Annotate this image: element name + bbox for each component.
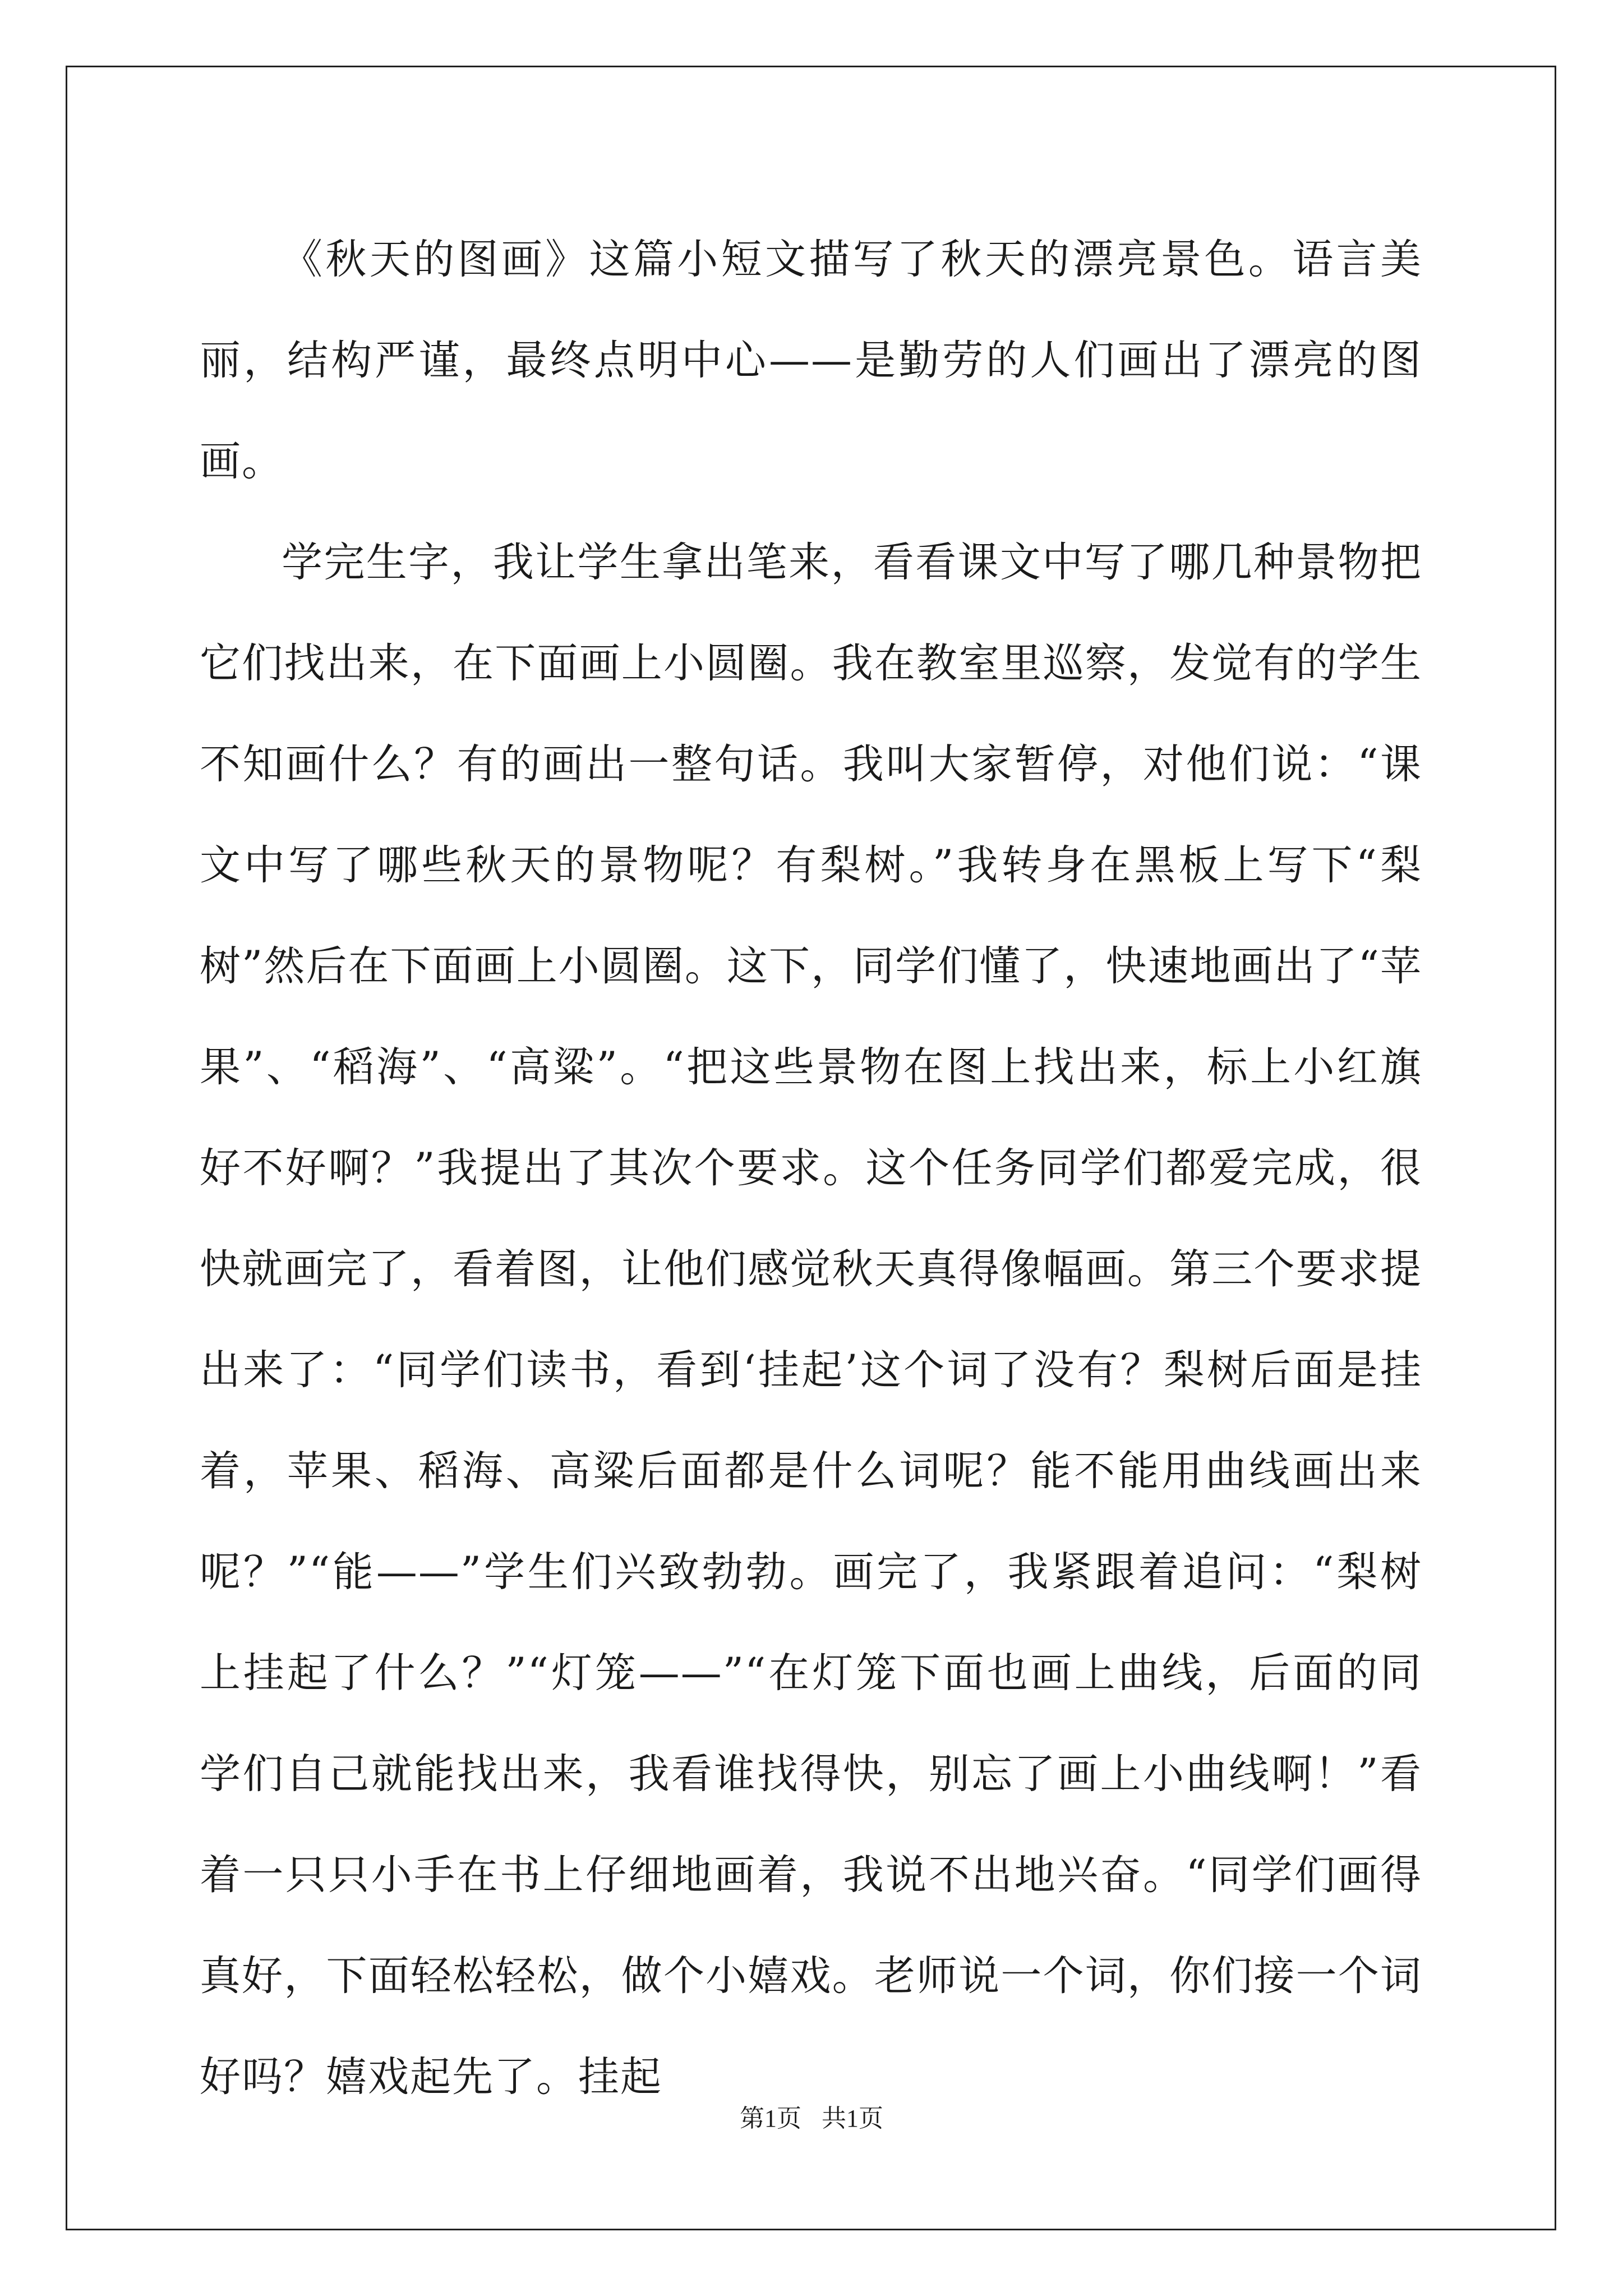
document-body [200,209,1422,2128]
paragraph-2: 学完生字，我让学生拿出笔来，看看课文中写了哪几种景物把它们找出来，在下面画上小圆圈。我在教室里巡察，发觉有的学生不知画什么？有的画出一整句话。我叫大家暂停，对他们说：“课文中写了哪些秋天的景物呢？有梨树。”我转身在黑板上写下“梨树”然后在下面画上小圆圈。这下，同学们懂了，快速地画出了“苹果”、“稻海”、“高粱”。“把这些景物在图上找出来，标上小红旗好不好啊？”我提出了其次个要求。这个任务同学们都爱完成，很快就画完了，看着图，让他们感觉秋天真得像幅画。第三个要求提出来了：“同学们读书，看到‘挂起’这个词了没有？梨树后面是挂着，苹果、稻海、高粱后面都是什么词呢？能不能用曲线画出来呢？”“能——”学生们兴致勃勃。画完了，我紧跟着追问：“梨树上挂起了什么？”“灯笼——”“在灯笼下面也画上曲线，后面的同学们自己就能找出来，我看谁找得快，别忘了画上小曲线啊！”看着一只只小手在书上仔细地画着，我说不出地兴奋。“同学们画得真好，下面轻松轻松，做个小嬉戏。老师说一个词，你们接一个词好吗？嬉戏起先了。挂起 [200,539,1422,2101]
page-number-total: 共1页 [822,2105,883,2132]
page-footer [0,2102,1623,2136]
page-number-current: 第1页 [740,2105,801,2132]
paragraph-1: 《秋天的图画》这篇小短文描写了秋天的漂亮景色。语言美丽，结构严谨，最终点明中心——是勤劳的人们画出了漂亮的图画。 [200,236,1422,485]
